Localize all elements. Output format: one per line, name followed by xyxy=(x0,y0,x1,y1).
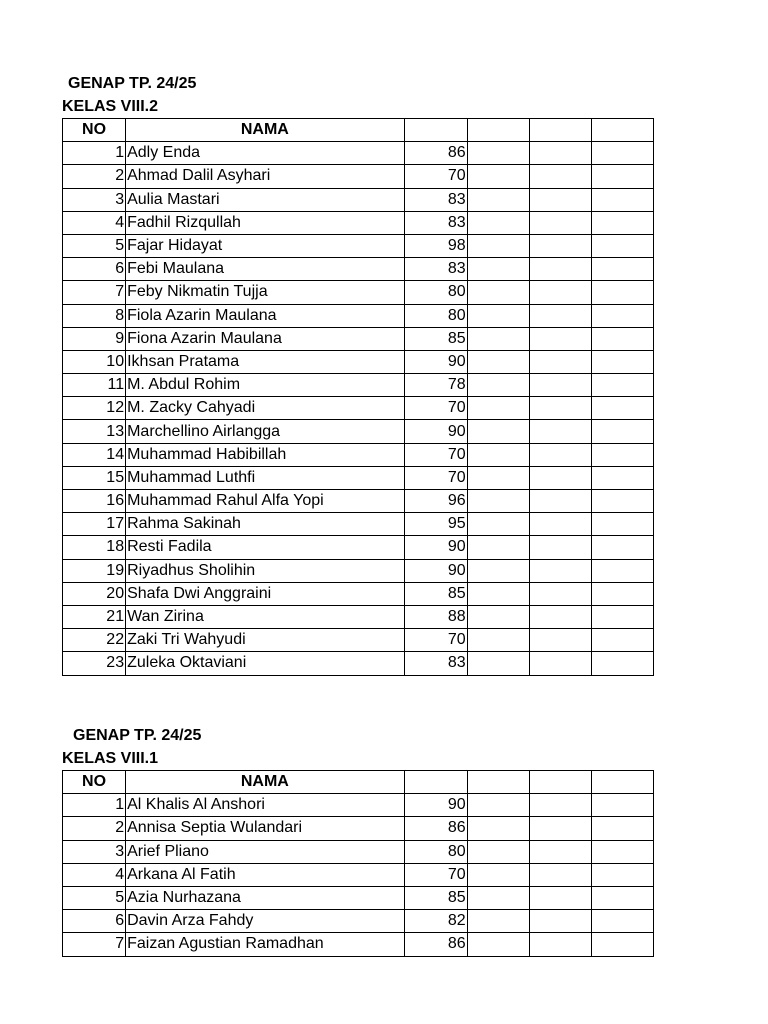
student-name: Fiona Azarin Maulana xyxy=(126,327,404,350)
empty-cell xyxy=(529,327,591,350)
empty-cell xyxy=(467,420,529,443)
empty-cell xyxy=(591,933,653,956)
empty-cell xyxy=(467,794,529,817)
student-name: Ikhsan Pratama xyxy=(126,350,404,373)
table-row xyxy=(63,629,654,652)
empty-cell xyxy=(591,443,653,466)
empty-cell xyxy=(591,910,653,933)
empty-cell xyxy=(529,490,591,513)
table-row xyxy=(63,443,654,466)
empty-cell xyxy=(529,443,591,466)
student-score: 80 xyxy=(404,281,467,304)
student-score: 90 xyxy=(404,794,467,817)
row-number: 14 xyxy=(63,443,126,466)
row-number: 8 xyxy=(63,304,126,327)
column-header-blank xyxy=(529,119,591,142)
student-name: Fajar Hidayat xyxy=(126,234,404,257)
empty-cell xyxy=(467,536,529,559)
row-number: 7 xyxy=(63,281,126,304)
row-number: 17 xyxy=(63,513,126,536)
empty-cell xyxy=(467,490,529,513)
empty-cell xyxy=(591,374,653,397)
table-row xyxy=(63,605,654,628)
table-row xyxy=(63,910,654,933)
student-name: Arkana Al Fatih xyxy=(126,863,404,886)
student-name: Muhammad Habibillah xyxy=(126,443,404,466)
row-number: 10 xyxy=(63,350,126,373)
empty-cell xyxy=(529,374,591,397)
table-row xyxy=(63,420,654,443)
column-header-no: NO xyxy=(63,771,126,794)
student-score: 80 xyxy=(404,304,467,327)
table-row xyxy=(63,211,654,234)
row-number: 21 xyxy=(63,605,126,628)
column-header-blank xyxy=(467,771,529,794)
table-row xyxy=(63,466,654,489)
table-body xyxy=(63,794,654,956)
student-score: 83 xyxy=(404,211,467,234)
empty-cell xyxy=(591,142,653,165)
student-name: Ahmad Dalil Asyhari xyxy=(126,165,404,188)
empty-cell xyxy=(529,281,591,304)
table-row xyxy=(63,165,654,188)
empty-cell xyxy=(467,350,529,373)
empty-cell xyxy=(591,420,653,443)
student-score: 85 xyxy=(404,886,467,909)
empty-cell xyxy=(591,817,653,840)
empty-cell xyxy=(591,582,653,605)
row-number: 19 xyxy=(63,559,126,582)
student-score: 95 xyxy=(404,513,467,536)
student-score: 88 xyxy=(404,605,467,628)
empty-cell xyxy=(591,886,653,909)
student-name: Aulia Mastari xyxy=(126,188,404,211)
student-score: 83 xyxy=(404,188,467,211)
class-title: KELAS VIII.1 xyxy=(62,750,159,767)
row-number: 12 xyxy=(63,397,126,420)
column-header-no: NO xyxy=(63,119,126,142)
table-row xyxy=(63,886,654,909)
student-name: Rahma Sakinah xyxy=(126,513,404,536)
row-number: 7 xyxy=(63,933,126,956)
empty-cell xyxy=(467,910,529,933)
empty-cell xyxy=(591,304,653,327)
row-number: 6 xyxy=(63,910,126,933)
student-score: 90 xyxy=(404,350,467,373)
column-header-blank xyxy=(529,771,591,794)
class-title: KELAS VIII.2 xyxy=(62,98,159,115)
empty-cell xyxy=(529,513,591,536)
student-score: 70 xyxy=(404,466,467,489)
table-row xyxy=(63,933,654,956)
student-name: Muhammad Rahul Alfa Yopi xyxy=(126,490,404,513)
row-number: 13 xyxy=(63,420,126,443)
empty-cell xyxy=(529,886,591,909)
table-row xyxy=(63,281,654,304)
empty-cell xyxy=(529,397,591,420)
empty-cell xyxy=(529,863,591,886)
student-name: Faizan Agustian Ramadhan xyxy=(126,933,404,956)
empty-cell xyxy=(529,234,591,257)
row-number: 18 xyxy=(63,536,126,559)
table-row xyxy=(63,817,654,840)
student-name: Shafa Dwi Anggraini xyxy=(126,582,404,605)
student-name: Zaki Tri Wahyudi xyxy=(126,629,404,652)
table-header-row xyxy=(63,771,654,794)
empty-cell xyxy=(591,258,653,281)
empty-cell xyxy=(467,933,529,956)
grade-table xyxy=(62,118,654,676)
student-name: Azia Nurhazana xyxy=(126,886,404,909)
empty-cell xyxy=(529,350,591,373)
column-header-blank xyxy=(591,771,653,794)
empty-cell xyxy=(591,350,653,373)
empty-cell xyxy=(591,559,653,582)
empty-cell xyxy=(467,281,529,304)
empty-cell xyxy=(591,536,653,559)
student-name: Fadhil Rizqullah xyxy=(126,211,404,234)
empty-cell xyxy=(467,840,529,863)
empty-cell xyxy=(467,258,529,281)
table-row xyxy=(63,490,654,513)
empty-cell xyxy=(467,397,529,420)
row-number: 5 xyxy=(63,234,126,257)
table-row xyxy=(63,652,654,675)
row-number: 5 xyxy=(63,886,126,909)
student-score: 86 xyxy=(404,142,467,165)
empty-cell xyxy=(529,559,591,582)
row-number: 2 xyxy=(63,817,126,840)
student-score: 70 xyxy=(404,165,467,188)
empty-cell xyxy=(467,605,529,628)
empty-cell xyxy=(591,605,653,628)
empty-cell xyxy=(591,281,653,304)
empty-cell xyxy=(591,629,653,652)
table-body xyxy=(63,142,654,675)
row-number: 16 xyxy=(63,490,126,513)
row-number: 20 xyxy=(63,582,126,605)
student-name: Riyadhus Sholihin xyxy=(126,559,404,582)
empty-cell xyxy=(529,629,591,652)
class-section-viii-1 xyxy=(62,724,654,957)
empty-cell xyxy=(591,165,653,188)
student-score: 98 xyxy=(404,234,467,257)
table-row xyxy=(63,142,654,165)
table-row xyxy=(63,258,654,281)
table-header-row xyxy=(63,119,654,142)
empty-cell xyxy=(467,374,529,397)
table-row xyxy=(63,582,654,605)
student-score: 83 xyxy=(404,258,467,281)
empty-cell xyxy=(591,513,653,536)
row-number: 22 xyxy=(63,629,126,652)
empty-cell xyxy=(467,629,529,652)
empty-cell xyxy=(529,536,591,559)
empty-cell xyxy=(529,258,591,281)
student-score: 70 xyxy=(404,397,467,420)
empty-cell xyxy=(529,794,591,817)
table-row xyxy=(63,397,654,420)
row-number: 4 xyxy=(63,211,126,234)
table-row xyxy=(63,304,654,327)
column-header-name: NAMA xyxy=(126,771,404,794)
empty-cell xyxy=(529,165,591,188)
empty-cell xyxy=(591,466,653,489)
row-number: 9 xyxy=(63,327,126,350)
table-row xyxy=(63,374,654,397)
empty-cell xyxy=(591,490,653,513)
row-number: 11 xyxy=(63,374,126,397)
row-number: 1 xyxy=(63,142,126,165)
row-number: 6 xyxy=(63,258,126,281)
empty-cell xyxy=(467,582,529,605)
student-score: 83 xyxy=(404,652,467,675)
empty-cell xyxy=(591,863,653,886)
empty-cell xyxy=(529,211,591,234)
student-name: M. Abdul Rohim xyxy=(126,374,404,397)
student-score: 86 xyxy=(404,933,467,956)
row-number: 23 xyxy=(63,652,126,675)
student-name: Febi Maulana xyxy=(126,258,404,281)
empty-cell xyxy=(467,817,529,840)
student-name: Fiola Azarin Maulana xyxy=(126,304,404,327)
student-name: M. Zacky Cahyadi xyxy=(126,397,404,420)
student-score: 70 xyxy=(404,863,467,886)
empty-cell xyxy=(529,420,591,443)
empty-cell xyxy=(591,652,653,675)
table-row xyxy=(63,327,654,350)
column-header-blank xyxy=(591,119,653,142)
empty-cell xyxy=(529,605,591,628)
student-score: 82 xyxy=(404,910,467,933)
table-row xyxy=(63,863,654,886)
empty-cell xyxy=(467,652,529,675)
student-name: Adly Enda xyxy=(126,142,404,165)
row-number: 3 xyxy=(63,188,126,211)
empty-cell xyxy=(591,188,653,211)
semester-title: GENAP TP. 24/25 xyxy=(73,727,202,744)
empty-cell xyxy=(467,513,529,536)
empty-cell xyxy=(529,817,591,840)
row-number: 2 xyxy=(63,165,126,188)
class-section-viii-2 xyxy=(62,72,654,676)
empty-cell xyxy=(467,886,529,909)
table-row xyxy=(63,513,654,536)
empty-cell xyxy=(529,304,591,327)
student-score: 85 xyxy=(404,327,467,350)
student-score: 86 xyxy=(404,817,467,840)
student-score: 70 xyxy=(404,629,467,652)
empty-cell xyxy=(467,165,529,188)
empty-cell xyxy=(529,933,591,956)
row-number: 3 xyxy=(63,840,126,863)
empty-cell xyxy=(467,188,529,211)
student-name: Al Khalis Al Anshori xyxy=(126,794,404,817)
row-number: 15 xyxy=(63,466,126,489)
empty-cell xyxy=(591,327,653,350)
table-row xyxy=(63,188,654,211)
column-header-name: NAMA xyxy=(126,119,404,142)
empty-cell xyxy=(529,840,591,863)
semester-title: GENAP TP. 24/25 xyxy=(68,75,197,92)
empty-cell xyxy=(529,652,591,675)
student-score: 80 xyxy=(404,840,467,863)
empty-cell xyxy=(467,304,529,327)
student-name: Annisa Septia Wulandari xyxy=(126,817,404,840)
empty-cell xyxy=(467,466,529,489)
column-header-blank xyxy=(404,771,467,794)
empty-cell xyxy=(467,443,529,466)
student-score: 96 xyxy=(404,490,467,513)
grade-table xyxy=(62,770,654,957)
student-name: Arief Pliano xyxy=(126,840,404,863)
student-name: Marchellino Airlangga xyxy=(126,420,404,443)
student-score: 85 xyxy=(404,582,467,605)
empty-cell xyxy=(529,466,591,489)
student-name: Muhammad Luthfi xyxy=(126,466,404,489)
empty-cell xyxy=(467,559,529,582)
row-number: 4 xyxy=(63,863,126,886)
table-row xyxy=(63,794,654,817)
student-name: Wan Zirina xyxy=(126,605,404,628)
table-row xyxy=(63,536,654,559)
student-score: 70 xyxy=(404,443,467,466)
empty-cell xyxy=(591,211,653,234)
table-row xyxy=(63,350,654,373)
empty-cell xyxy=(467,327,529,350)
empty-cell xyxy=(591,234,653,257)
empty-cell xyxy=(591,840,653,863)
empty-cell xyxy=(467,211,529,234)
student-score: 90 xyxy=(404,559,467,582)
empty-cell xyxy=(529,188,591,211)
empty-cell xyxy=(529,582,591,605)
table-row xyxy=(63,234,654,257)
student-name: Feby Nikmatin Tujja xyxy=(126,281,404,304)
empty-cell xyxy=(591,794,653,817)
row-number: 1 xyxy=(63,794,126,817)
empty-cell xyxy=(467,142,529,165)
column-header-blank xyxy=(467,119,529,142)
student-score: 90 xyxy=(404,536,467,559)
student-name: Zuleka Oktaviani xyxy=(126,652,404,675)
student-name: Resti Fadila xyxy=(126,536,404,559)
empty-cell xyxy=(467,863,529,886)
empty-cell xyxy=(529,142,591,165)
student-score: 78 xyxy=(404,374,467,397)
student-score: 90 xyxy=(404,420,467,443)
empty-cell xyxy=(467,234,529,257)
column-header-blank xyxy=(404,119,467,142)
empty-cell xyxy=(529,910,591,933)
table-row xyxy=(63,840,654,863)
table-row xyxy=(63,559,654,582)
student-name: Davin Arza Fahdy xyxy=(126,910,404,933)
empty-cell xyxy=(591,397,653,420)
